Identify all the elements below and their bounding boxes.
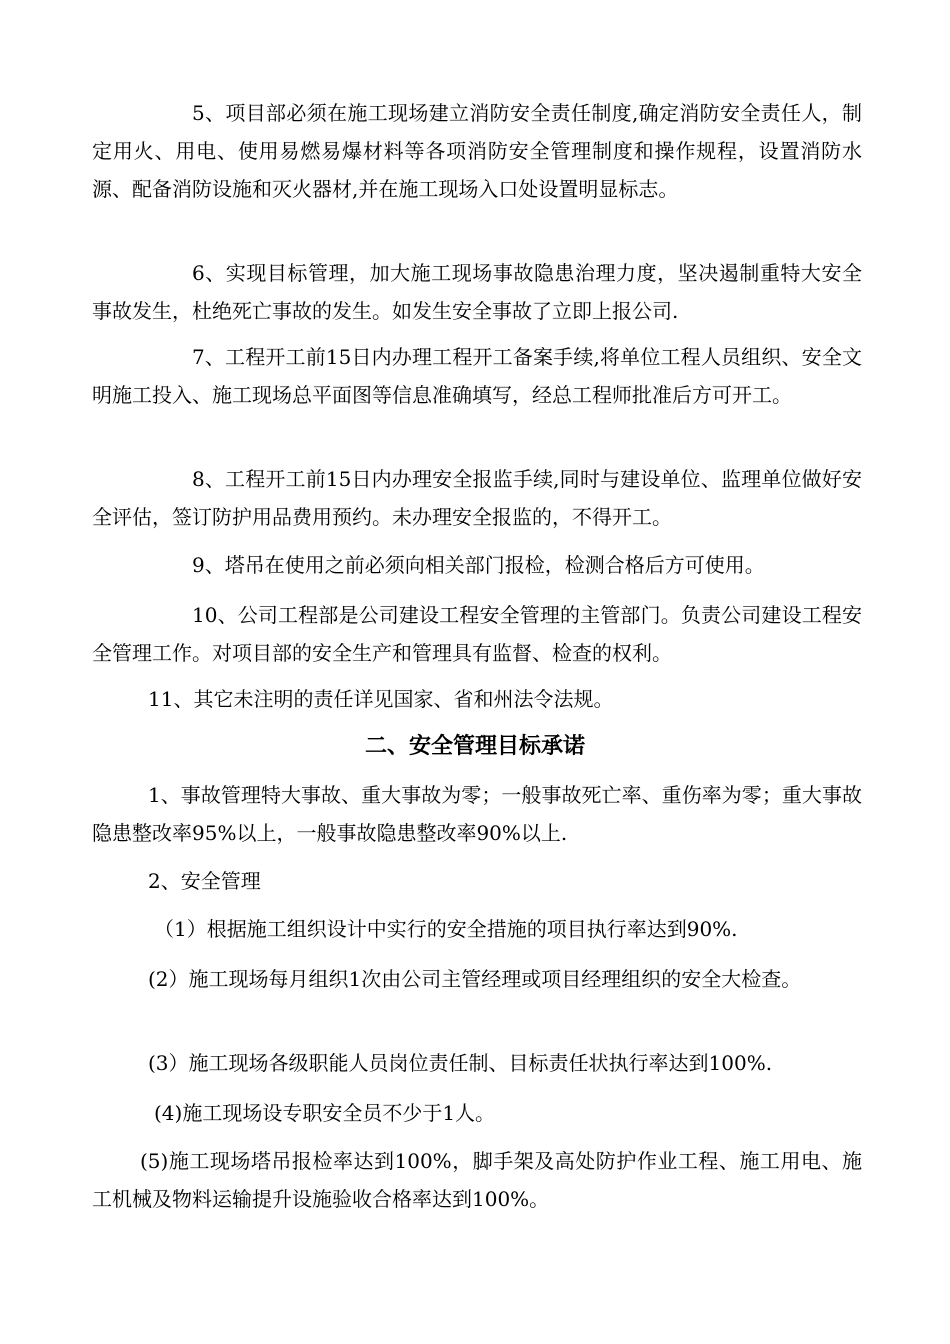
paragraph-7: 7、工程开工前15日内办理工程开工备案手续,将单位工程人员组织、安全文明施工投入、施工现场总平面图等信息准确填写，经总工程师批准后方可开工。 xyxy=(92,345,862,407)
sub-target-2: (2）施工现场每月组织1次由公司主管经理或项目经理组织的安全大检查。 xyxy=(148,967,802,991)
section-heading: 二、安全管理目标承诺 xyxy=(364,734,585,759)
target-2: 2、安全管理 xyxy=(148,869,261,893)
sub-target-5: (5)施工现场塔吊报检率达到100%，脚手架及高处防护作业工程、施工用电、施工机械及物料运输提升设施验收合格率达到100%。 xyxy=(92,1149,862,1211)
sub-target-4: (4)施工现场设专职安全员不少于1人。 xyxy=(154,1101,496,1125)
paragraph-9: 9、塔吊在使用之前必须向相关部门报检，检测合格后方可使用。 xyxy=(192,553,765,577)
target-1: 1、事故管理特大事故、重大事故为零；一般事故死亡率、重伤率为零；重大事故隐患整改率95%以上，一般事故隐患整改率90%以上. xyxy=(92,783,862,845)
paragraph-6: 6、实现目标管理，加大施工现场事故隐患治理力度，坚决遏制重特大安全事故发生，杜绝死亡事故的发生。如发生安全事故了立即上报公司. xyxy=(92,261,862,323)
paragraph-11: 11、其它未注明的责任详见国家、省和州法令法规。 xyxy=(148,687,614,711)
paragraph-8: 8、工程开工前15日内办理安全报监手续,同时与建设单位、监理单位做好安全评估，签订防护用品费用预约。未办理安全报监的，不得开工。 xyxy=(92,467,862,529)
sub-target-3: (3）施工现场各级职能人员岗位责任制、目标责任状执行率达到100%. xyxy=(148,1051,773,1075)
sub-target-1: （1）根据施工组织设计中实行的安全措施的项目执行率达到90%. xyxy=(154,917,738,941)
paragraph-5: 5、项目部必须在施工现场建立消防安全责任制度,确定消防安全责任人，制定用火、用电、使用易燃易爆材料等各项消防安全管理制度和操作规程，设置消防水源、配备消防设施和灭火器材,并在施工现场入口处设置明显标志。 xyxy=(92,101,862,201)
paragraph-10: 10、公司工程部是公司建设工程安全管理的主管部门。负责公司建设工程安全管理工作。对项目部的安全生产和管理具有监督、检查的权利。 xyxy=(92,603,862,665)
